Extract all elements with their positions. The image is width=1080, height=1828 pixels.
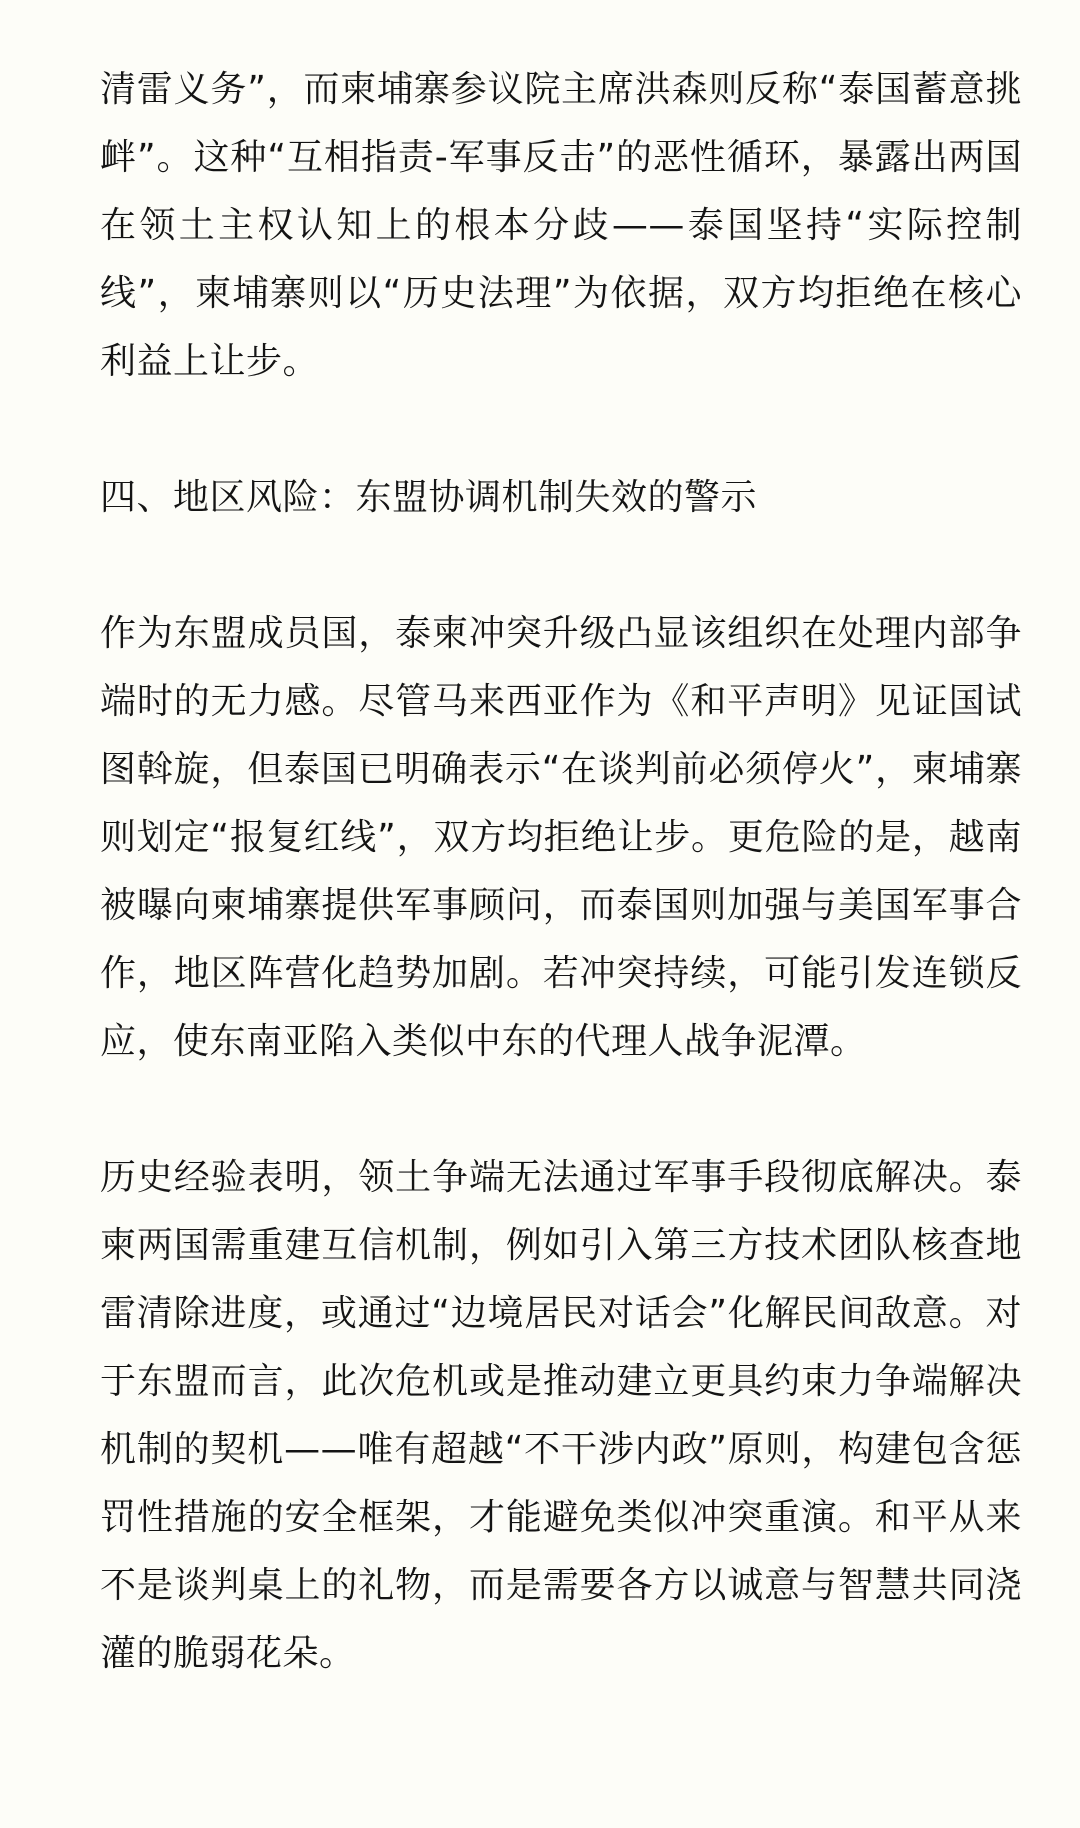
paragraph-spacer <box>100 1076 1022 1144</box>
article-paragraph-3: 历史经验表明，领土争端无法通过军事手段彻底解决。泰柬两国需重建互信机制，例如引入第三方技术团队核查地雷清除进度，或通过“边境居民对话会”化解民间敌意。对于东盟而言，此次危机或是推动建立更具约束力争端解决机制的契机——唯有超越“不干涉内政”原则，构建包含惩罚性措施的安全框架，才能避免类似冲突重演。和平从来不是谈判桌上的礼物，而是需要各方以诚意与智慧共同浇灌的脆弱花朵。 <box>100 1157 1022 1674</box>
article-paragraph-2: 作为东盟成员国，泰柬冲突升级凸显该组织在处理内部争端时的无力感。尽管马来西亚作为《和平声明》见证国试图斡旋，但泰国已明确表示“在谈判前必须停火”，柬埔寨则划定“报复红线”，双方均拒绝让步。更危险的是，越南被曝向柬埔寨提供军事顾问，而泰国则加强与美国军事合作，地区阵营化趋势加剧。若冲突持续，可能引发连锁反应，使东南亚陷入类似中东的代理人战争泥潭。 <box>100 613 1022 1062</box>
paragraph-spacer <box>100 396 1022 464</box>
paragraph-spacer <box>100 532 1022 600</box>
article-paragraph-1: 清雷义务”，而柬埔寨参议院主席洪森则反称“泰国蓄意挑衅”。这种“互相指责-军事反击”的恶性循环，暴露出两国在领土主权认知上的根本分歧——泰国坚持“实际控制线”，柬埔寨则以“历史法理”为依据，双方均拒绝在核心利益上让步。 <box>100 69 1022 382</box>
section-heading: 四、地区风险：东盟协调机制失效的警示 <box>100 477 758 518</box>
